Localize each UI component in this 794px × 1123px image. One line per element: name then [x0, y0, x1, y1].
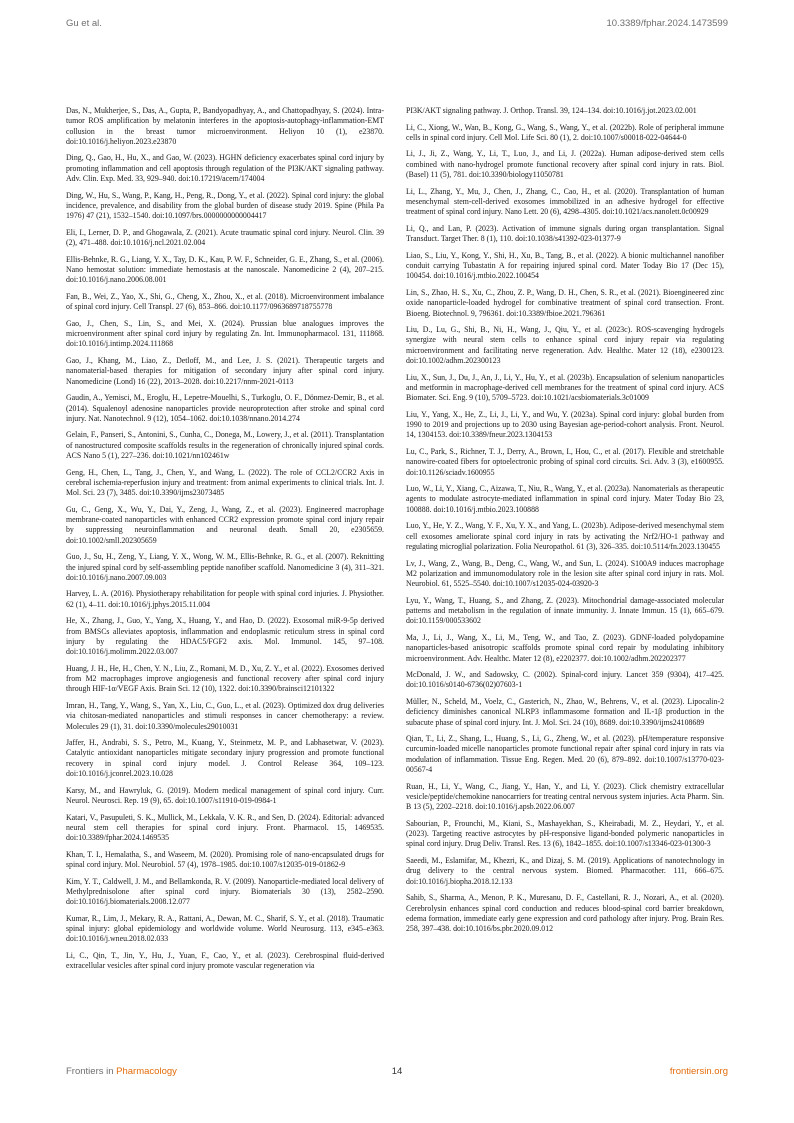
- reference-entry: Liu, X., Sun, J., Du, J., An, J., Li, Y., Hu, Y., et al. (2023b). Encapsulation of selenium nanoparticles and metformin in macrophage-derived cell membranes for the treatment of spinal cord injury. ACS Biomater. Sci. Eng. 9 (10), 5709–5723. doi:10.1021/acsbiomaterials.3c01009: [406, 372, 724, 403]
- reference-entry: McDonald, J. W., and Sadowsky, C. (2002). Spinal-cord injury. Lancet 359 (9304), 417–425. doi:10.1016/s0140-6736(02)07603-1: [406, 670, 724, 690]
- reference-entry: Li, Q., and Lan, P. (2023). Activation of immune signals during organ transplantation. Signal Transduct. Target Ther. 8 (1), 110. doi:10.1038/s41392-023-01377-9: [406, 223, 724, 244]
- page-number: 14: [391, 1066, 403, 1077]
- reference-entry: Liu, D., Lu, G., Shi, B., Ni, H., Wang, J., Qiu, Y., et al. (2023c). ROS-scavenging hydrogels synergize with neural stem cells to enhance spinal cord injury repair via regulating microenvironment and facilitating nerve regeneration. Adv. Healthc. Mater 12 (18), e2300123. doi:10.1002/adhm.202300123: [406, 325, 724, 366]
- reference-entry: Eli, I., Lerner, D. P., and Ghogawala, Z. (2021). Acute traumatic spinal cord injury. Neurol. Clin. 39 (2), 471–488. doi:10.1016/j.ncl.2021.02.004: [66, 227, 384, 248]
- reference-entry: Luo, W., Li, Y., Xiang, C., Aizawa, T., Niu, R., Wang, Y., et al. (2023a). Nanomaterials as therapeutic agents to modulate astrocyte-mediated inflammation in spinal cord injury. Mater Today Bio 23, 100888. doi:10.1016/j.mtbio.2023.100888: [406, 484, 724, 514]
- reference-entry: Ding, Q., Gao, H., Hu, X., and Gao, W. (2023). HGHN deficiency exacerbates spinal cord injury by promoting inflammation and cell apoptosis through regulation of the PI3K/AKT signaling pathway. Adv. Clin. Exp. Med. 33, 929–940. doi:10.17219/acem/174004: [66, 153, 384, 184]
- page-header: [66, 18, 728, 32]
- reference-entry: Lu, C., Park, S., Richner, T. J., Derry, A., Brown, I., Hou, C., et al. (2017). Flexible and stretchable nanowire-coated fibers for optoelectronic probing of spinal cord circuits. Sci. Adv. 3 (3), e1600955. doi:10.1126/sciadv.1600955: [406, 446, 724, 477]
- reference-entry: PI3K/AKT signaling pathway. J. Orthop. Transl. 39, 124–134. doi:10.1016/j.jot.2023.02.001: [406, 106, 697, 115]
- reference-entry: Li, J., Ji, Z., Wang, Y., Li, T., Luo, J., and Li, J. (2022a). Human adipose-derived stem cells combined with nano-hydrogel promote functional recovery after spinal cord injury in rats. Biol. (Basel) 11 (5), 781. doi:10.3390/biology11050781: [406, 149, 724, 180]
- reference-entry: Katari, V., Pasupuleti, S. K., Mullick, M., Lekkala, V. K. R., and Sen, D. (2024). Editorial: advanced neural stem cell therapies for spinal cord injury. Front. Pharmacol. 15, 1469535. doi:10.3389/fphar.2024.1469535: [66, 812, 384, 843]
- reference-entry: Kim, Y. T., Caldwell, J. M., and Bellamkonda, R. V. (2009). Nanoparticle-mediated local delivery of Methylprednisolone after spinal cord injury. Biomaterials 30 (13), 2582–2590. doi:10.1016/j.biomaterials.2008.12.077: [66, 876, 384, 907]
- reference-entry: Karsy, M., and Hawryluk, G. (2019). Modern medical management of spinal cord injury. Curr. Neurol. Neurosci. Rep. 19 (9), 65. doi:10.1007/s11910-019-0984-1: [66, 785, 384, 805]
- reference-entry: Liu, Y., Yang, X., He, Z., Li, J., Li, Y., and Wu, Y. (2023a). Spinal cord injury: global burden from 1990 to 2019 and projections up to 2030 using Bayesian age-period-cohort analysis. Front. Neurol. 14, 1304153. doi:10.3389/fneur.2023.1304153: [406, 409, 724, 440]
- reference-entry: Luo, Y., He, Y. Z., Wang, Y. F., Xu, Y. X., and Yang, L. (2023b). Adipose-derived mesenchymal stem cell exosomes ameliorate spinal cord injury in rats by activating the Nrf2/HO-1 pathway and regulating microglial polarization. Folia Neuropathol. 61 (3), 326–335. doi:10.5114/fn.2023.130455: [406, 521, 724, 551]
- reference-entry: Fan, B., Wei, Z., Yao, X., Shi, G., Cheng, X., Zhou, X., et al. (2018). Microenvironment imbalance of spinal cord injury. Cell Transpl. 27 (6), 853–866. doi:10.1177/0963689718755778: [66, 291, 384, 312]
- reference-entry: Müller, N., Scheld, M., Voelz, C., Gasterich, N., Zhao, W., Behrens, V., et al. (2023). Lipocalin-2 deficiency diminishes canonical NLRP3 inflammasome formation and IL-1β production in the subacute phase of spinal cord injury. Int. J. Mol. Sci. 24 (10), 8689. doi:10.3390/ijms24108689: [406, 697, 724, 727]
- reference-entry: Das, N., Mukherjee, S., Das, A., Gupta, P., Bandyopadhyay, A., and Chattopadhyay, S. (2024). Intra-tumor ROS amplification by melatonin interferes in the apoptosis-autophagy-inflammation-EMT collusion in the breast tumor microenvironment. Heliyon 10 (1), e23870. doi:10.1016/j.heliyon.2023.e23870: [66, 106, 384, 146]
- footer-journal-accent: Pharmacology: [116, 1066, 177, 1077]
- reference-entry: Geng, H., Chen, L., Tang, J., Chen, Y., and Wang, L. (2022). The role of CCL2/CCR2 Axis in cerebral ischemia-reperfusion injury and treatment: from animal experiments to clinical trials. Int. J. Mol. Sci. 23 (7), 3485. doi:10.3390/ijms23073485: [66, 467, 384, 498]
- reference-entry: Lin, S., Zhao, H. S., Xu, C., Zhou, Z. P., Wang, D. H., Chen, S. R., et al. (2021). Bioengineered zinc oxide nanoparticle-loaded hydrogel for combinative treatment of spinal cord transection. Front. Bioeng. Biotechnol. 9, 796361. doi:10.3389/fbioe.2021.796361: [406, 287, 724, 318]
- header-doi[interactable]: 10.3389/fphar.2024.1473599: [606, 18, 728, 29]
- reference-entry: Ellis-Behnke, R. G., Liang, Y. X., Tay, D. K., Kau, P. W. F., Schneider, G. E., Zhang, S., et al. (2006). Nano hemostat solution: immediate hemostasis at the nanoscale. Nanomedicine 2 (4), 207–215. doi:10.1016/j.nano.2006.08.001: [66, 254, 384, 285]
- reference-entry: Lv, J., Wang, Z., Wang, B., Deng, C., Wang, W., and Sun, L. (2024). S100A9 induces macrophage M2 polarization and immunomodulatory role in the lesion site after spinal cord injury in rats. Mol. Neurobiol. 61, 5525–5540. doi:10.1007/s12035-024-03920-3: [406, 558, 724, 589]
- reference-entry: Khan, T. I., Hemalatha, S., and Waseem, M. (2020). Promising role of nano-encapsulated drugs for spinal cord injury. Mol. Neurobiol. 57 (4), 1978–1985. doi:10.1007/s12035-019-01862-9: [66, 849, 384, 870]
- reference-entry: Ma, J., Li, J., Wang, X., Li, M., Teng, W., and Tao, Z. (2023). GDNF-loaded polydopamine nanoparticles-based anisotropic scaffolds promote spinal cord repair by modulating inhibitory microenvironment. Adv. Healthc. Mater 12 (8), e2202377. doi:10.1002/adhm.202202377: [406, 632, 724, 663]
- reference-entry: Li, C., Qin, T., Jin, Y., Hu, J., Yuan, F., Cao, Y., et al. (2023). Cerebrospinal fluid-derived extracellular vesicles after spinal cord injury promote vascular regeneration via: [66, 951, 384, 971]
- reference-entry: Liao, S., Liu, Y., Kong, Y., Shi, H., Xu, B., Tang, B., et al. (2022). A bionic multichannel nanofiber conduit carrying Tubastatin A for repairing injured spinal cord. Mater Today Bio 17 (Dec 15), 100454. doi:10.1016/j.mtbio.2022.100454: [406, 250, 724, 281]
- reference-entry: Guo, J., Su, H., Zeng, Y., Liang, Y. X., Wong, W. M., Ellis-Behnke, R. G., et al. (2007). Reknitting the injured spinal cord by self-assembling peptide nanofiber scaffold. Nanomedicine 3 (4), 311–321. doi:10.1016/j.nano.2007.09.003: [66, 552, 384, 582]
- reference-entry: Jaffer, H., Andrabi, S. S., Petro, M., Kuang, Y., Steinmetz, M. P., and Labhasetwar, V. (2023). Catalytic antioxidant nanoparticles mitigate secondary injury progression and promote functional recovery in spinal cord injury model. J. Control Release 364, 109–123. doi:10.1016/j.jconrel.2023.10.028: [66, 738, 384, 779]
- footer-site-link[interactable]: frontiersin.org: [669, 1066, 728, 1077]
- reference-entry: Li, L., Zhang, Y., Mu, J., Chen, J., Zhang, C., Cao, H., et al. (2020). Transplantation of human mesenchymal stem-cell-derived exosomes immobilized in an adhesive hydrogel for effective treatment of spinal cord injury. Nano Lett. 20 (6), 4298–4305. doi:10.1021/acs.nanolett.0c00929: [406, 186, 724, 217]
- reference-entry: Gelain, F., Panseri, S., Antonini, S., Cunha, C., Donega, M., Lowery, J., et al. (2011). Transplantation of nanostructured composite scaffolds results in the regeneration of chronically injured spinal cords. ACS Nano 5 (1), 227–236. doi:10.1021/nn102461w: [66, 430, 384, 460]
- reference-entry: Gaudin, A., Yemisci, M., Eroglu, H., Lepetre-Mouelhi, S., Turkoglu, O. F., Dönmez-Demir, B., et al. (2014). Squalenoyl adenosine nanoparticles provide neuroprotection after stroke and spinal cord injury. Nat. Nanotechnol. 9 (12), 1054–1062. doi:10.1038/nnano.2014.274: [66, 393, 384, 423]
- reference-entry: Gao, J., Khang, M., Liao, Z., Detloff, M., and Lee, J. S. (2021). Therapeutic targets and nanomaterial-based therapies for mitigation of secondary injury after spinal cord injury. Nanomedicine (Lond) 16 (22), 2013–2028. doi:10.2217/nnm-2021-0113: [66, 356, 384, 386]
- reference-entry: Gu, C., Geng, X., Wu, Y., Dai, Y., Zeng, J., Wang, Z., et al. (2023). Engineered macrophage membrane-coated nanoparticles with enhanced CCR2 expression promote spinal cord injury repair by suppressing neuroinflammation and neuronal death. Small 20, e2305659. doi:10.1002/smll.202305659: [66, 504, 384, 545]
- header-authors: Gu et al.: [66, 18, 102, 29]
- reference-entry: Gao, J., Chen, S., Lin, S., and Mei, X. (2024). Prussian blue analogues improves the microenvironment after spinal cord injury by regulating Zn. Int. Immunopharmacol. 131, 111868. doi:10.1016/j.intimp.2024.111868: [66, 318, 384, 349]
- reference-entry: Qian, T., Li, Z., Shang, L., Huang, S., Li, G., Zheng, W., et al. (2023). pH/temperature responsive curcumin-loaded micelle nanoparticles promote functional repair after spinal cord injury in rats via modulation of inflammation. Tissue Eng. Regen. Med. 20 (6), 879–892. doi:10.1007/s13770-023-00567-4: [406, 734, 724, 775]
- reference-entry: Sabourian, P., Frounchi, M., Kiani, S., Mashayekhan, S., Kheirabadi, M. Z., Heydari, Y., et al. (2023). Targeting reactive astrocytes by pH-responsive ligand-bonded polymeric nanoparticles in spinal cord injury. Drug Deliv. Transl. Res. 13 (6), 1842–1855. doi:10.1007/s13346-023-01300-3: [406, 818, 724, 849]
- reference-entry: Sahib, S., Sharma, A., Menon, P. K., Muresanu, D. F., Castellani, R. J., Nozari, A., et al. (2020). Cerebrolysin enhances spinal cord conduction and reduces blood-spinal cord barrier breakdown, edema formation, immediate early gene expression and cord pathology after injury. Prog. Brain Res. 258, 397–438. doi:10.1016/bs.pbr.2020.09.012: [406, 893, 724, 934]
- page-footer: [66, 1066, 728, 1080]
- reference-entry: Saeedi, M., Eslamifar, M., Khezri, K., and Dizaj, S. M. (2019). Applications of nanotechnology in drug delivery to the central nervous system. Biomed. Pharmacother. 111, 666–675. doi:10.1016/j.biopha.2018.12.133: [406, 856, 724, 886]
- reference-entry: Ding, W., Hu, S., Wang, P., Kang, H., Peng, R., Dong, Y., et al. (2022). Spinal cord injury: the global incidence, prevalence, and disability from the global burden of disease study 2019. Spine (Phila Pa 1976) 47 (21), 1532–1540. doi:10.1097/brs.0000000000004417: [66, 190, 384, 221]
- footer-journal-prefix: Frontiers in: [66, 1066, 117, 1077]
- reference-entry: Harvey, L. A. (2016). Physiotherapy rehabilitation for people with spinal cord injuries. J. Physiother. 62 (1), 4–11. doi:10.1016/j.jphys.2015.11.004: [66, 589, 384, 609]
- reference-entry: Imran, H., Tang, Y., Wang, S., Yan, X., Liu, C., Guo, L., et al. (2023). Optimized dox drug deliveries via chitosan-mediated nanoparticles and stimuli responses in cancer chemotherapy: a review. Molecules 29 (1), 31. doi:10.3390/molecules29010031: [66, 701, 384, 731]
- reference-entry: Kumar, R., Lim, J., Mekary, R. A., Rattani, A., Dewan, M. C., Sharif, S. Y., et al. (2018). Traumatic spinal injury: global epidemiology and worldwide volume. World Neurosurg. 113, e345–e363. doi:10.1016/j.wneu.2018.02.033: [66, 913, 384, 944]
- reference-entry: Li, C., Xiong, W., Wan, B., Kong, G., Wang, S., Wang, Y., et al. (2022b). Role of peripheral immune cells in spinal cord injury. Cell Mol. Life Sci. 80 (1), 2. doi:10.1007/s00018-022-04644-0: [406, 122, 724, 142]
- reference-entry: Lyu, Y., Wang, T., Huang, S., and Zhang, Z. (2023). Mitochondrial damage-associated molecular patterns and metabolism in the regulation of innate immunity. J. Innate Immun. 15 (1), 665–679. doi:10.1159/000533602: [406, 595, 724, 626]
- reference-entry: Huang, J. H., He, H., Chen, Y. N., Liu, Z., Romani, M. D., Xu, Z. Y., et al. (2022). Exosomes derived from M2 macrophages improve angiogenesis and functional recovery after spinal cord injury through HIF-1α/VEGF Axis. Brain Sci. 12 (10), 1322. doi:10.3390/brainsci12101322: [66, 663, 384, 694]
- reference-entry: Ruan, H., Li, Y., Wang, C., Jiang, Y., Han, Y., and Li, Y. (2023). Click chemistry extracellular vesicle/peptide/chemokine nanocarriers for treating central nervous system injuries. Acta Pharm. Sin. B 13 (5), 2202–2218. doi:10.1016/j.apsb.2022.06.007: [406, 781, 724, 812]
- references-column-right: [406, 106, 724, 934]
- reference-entry: He, X., Zhang, J., Guo, Y., Yang, X., Huang, Y., and Hao, D. (2022). Exosomal miR-9-5p derived from BMSCs alleviates apoptosis, inflammation and endoplasmic reticulum stress in spinal cord injury by regulating the HDAC5/FGF2 axis. Mol. Immunol. 145, 97–108. doi:10.1016/j.molimm.2022.03.007: [66, 616, 384, 657]
- references-column-left: [66, 106, 384, 972]
